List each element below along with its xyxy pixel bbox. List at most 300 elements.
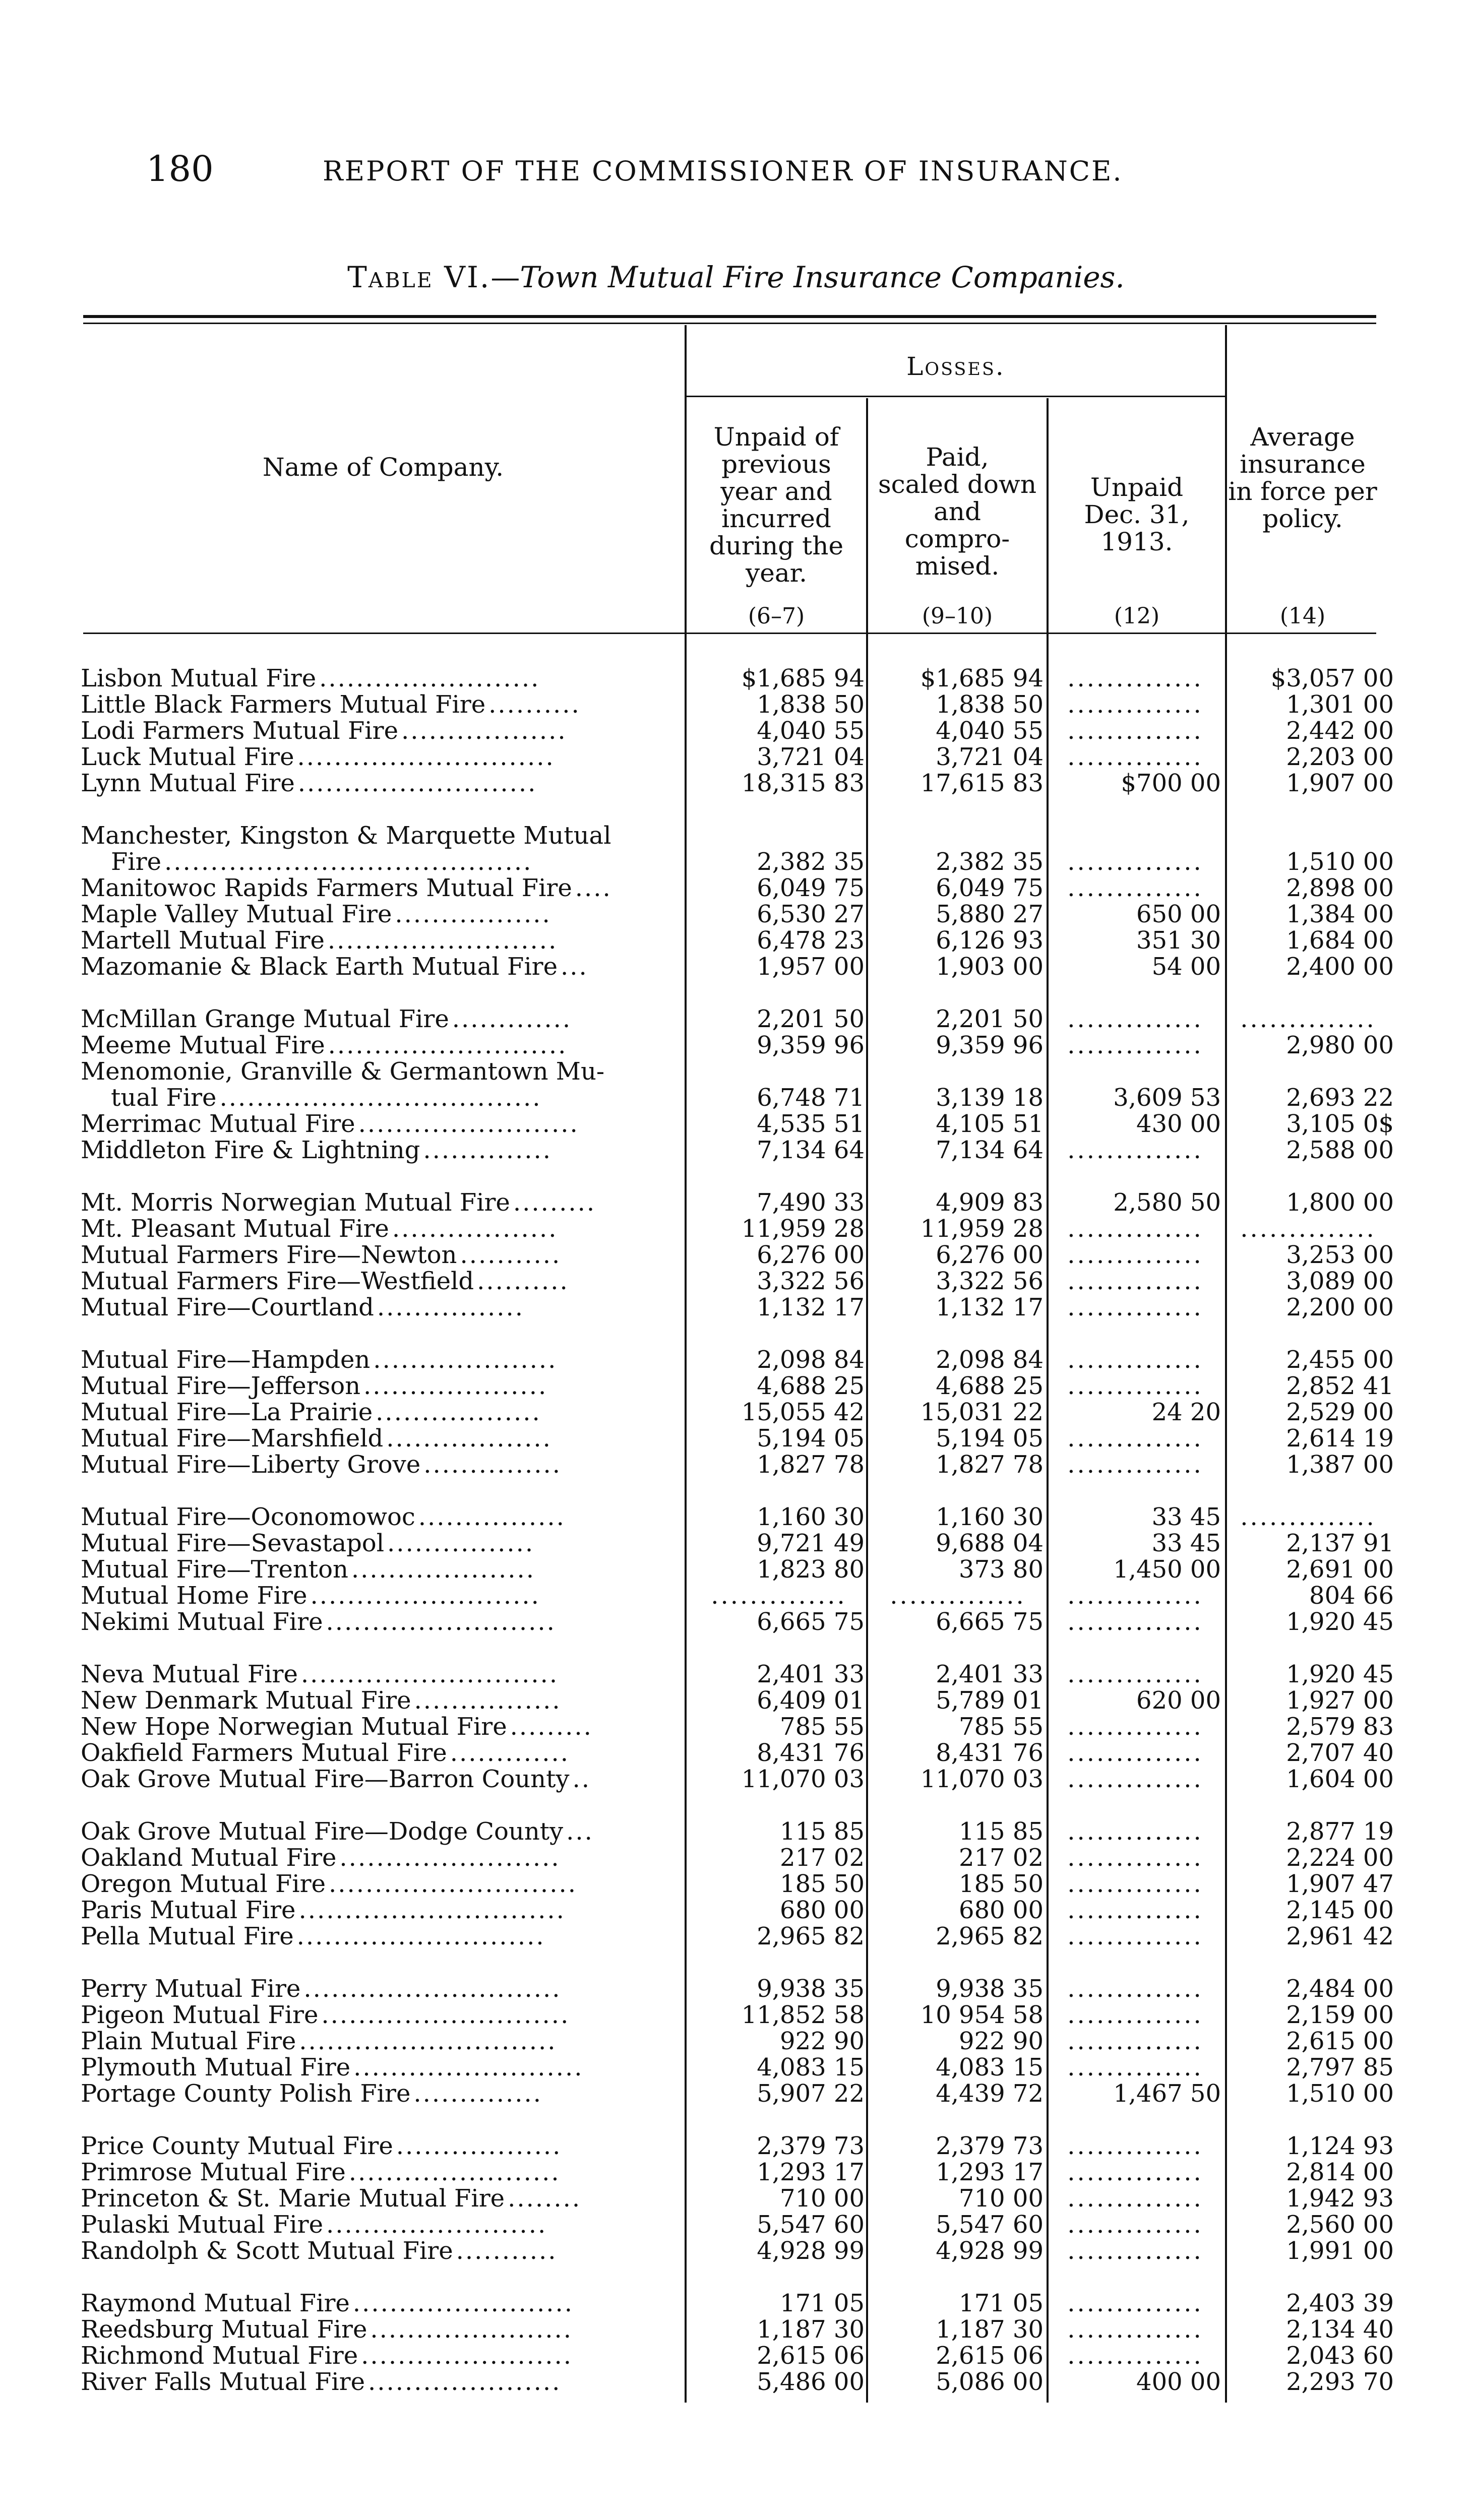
company-name-text: Lodi Farmers Mutual Fire — [81, 717, 398, 745]
company-name — [81, 1215, 558, 1243]
company-name — [81, 2368, 561, 2396]
empty-cell-dots: .............. — [1067, 1713, 1203, 1741]
average-insurance-value: 2,814 00 — [1286, 2158, 1394, 2186]
unpaid-previous-value: 2,382 35 — [757, 848, 865, 876]
empty-cell-dots: .............. — [1067, 1267, 1203, 1295]
paid-value: 4,909 83 — [936, 1188, 1044, 1217]
company-name — [81, 1398, 541, 1426]
company-name-text: Neva Mutual Fire — [81, 1660, 298, 1688]
company-name — [111, 848, 532, 876]
company-name-text: Merrimac Mutual Fire — [81, 1110, 355, 1138]
company-name-text: Mutual Fire—Hampden — [81, 1346, 371, 1374]
empty-cell-dots: .............. — [890, 1582, 1026, 1610]
title-dash: — — [490, 260, 520, 294]
average-insurance-value: 3,105 0$ — [1286, 1110, 1394, 1138]
company-name — [81, 2132, 562, 2160]
empty-cell-dots: .............. — [1067, 1031, 1203, 1059]
paid-value: 217 02 — [959, 1844, 1044, 1872]
leader-dots: ................ — [418, 1503, 566, 1531]
unpaid-previous-value: 2,098 84 — [757, 1346, 865, 1374]
empty-cell-dots: .............. — [711, 1582, 847, 1610]
paid-value: 2,201 50 — [936, 1005, 1044, 1033]
paid-value: 5,194 05 — [936, 1424, 1044, 1453]
leader-dots: ................ — [377, 1293, 525, 1321]
paid-value: 9,688 04 — [936, 1529, 1044, 1557]
average-insurance-value: 1,800 00 — [1286, 1188, 1394, 1217]
leader-dots: ........... — [456, 2237, 558, 2265]
paid-value: 2,382 35 — [936, 848, 1044, 876]
company-name-text: Oakfield Farmers Mutual Fire — [81, 1739, 447, 1767]
unpaid-previous-value: 4,535 51 — [757, 1110, 865, 1138]
paid-value: 6,049 75 — [936, 874, 1044, 902]
average-insurance-value: 1,510 00 — [1286, 2080, 1394, 2108]
company-name — [81, 1057, 604, 1086]
paid-value: 4,083 15 — [936, 2053, 1044, 2082]
paid-value: 2,379 73 — [936, 2132, 1044, 2160]
company-name — [81, 900, 551, 928]
paid-value: 1,827 78 — [936, 1451, 1044, 1479]
company-name — [81, 1713, 593, 1741]
leader-dots: ................................... — [219, 1084, 542, 1112]
company-name — [81, 1660, 559, 1688]
average-insurance-value: 2,693 22 — [1286, 1084, 1394, 1112]
company-name — [81, 1844, 561, 1872]
leader-dots: .......... — [488, 690, 581, 719]
unpaid-previous-value: 15,055 42 — [741, 1398, 865, 1426]
company-name-text: Princeton & St. Marie Mutual Fire — [81, 2184, 505, 2213]
company-name — [81, 1372, 547, 1400]
empty-cell-dots: .............. — [1067, 1896, 1203, 1924]
company-name — [81, 2080, 542, 2108]
unpaid-dec-value: 24 20 — [1151, 1398, 1221, 1426]
average-insurance-value: 1,991 00 — [1286, 2237, 1394, 2265]
unpaid-previous-value: 2,401 33 — [757, 1660, 865, 1688]
column-number-6-7: (6–7) — [748, 603, 805, 629]
empty-cell-dots: .............. — [1067, 1136, 1203, 1164]
company-name-text: Paris Mutual Fire — [81, 1896, 296, 1924]
unpaid-dec-value: 430 00 — [1136, 1110, 1221, 1138]
average-insurance-value: 2,615 00 — [1286, 2027, 1394, 2055]
average-insurance-value: 3,253 00 — [1286, 1241, 1394, 1269]
unpaid-previous-value: 6,276 00 — [757, 1241, 865, 1269]
company-name-text: Manchester, Kingston & Marquette Mutual — [81, 822, 611, 850]
empty-cell-dots: .............. — [1067, 1608, 1203, 1636]
average-insurance-value: 1,301 00 — [1286, 690, 1394, 719]
average-insurance-value: 2,455 00 — [1286, 1346, 1394, 1374]
empty-cell-dots: .............. — [1067, 1372, 1203, 1400]
company-name-text: Maple Valley Mutual Fire — [81, 900, 392, 928]
company-name-text: Pigeon Mutual Fire — [81, 2001, 319, 2029]
company-name — [81, 1922, 545, 1950]
unpaid-previous-value: 4,040 55 — [757, 717, 865, 745]
average-insurance-value: 2,203 00 — [1286, 743, 1394, 771]
company-name-text: Manitowoc Rapids Farmers Mutual Fire — [81, 874, 572, 902]
leader-dots: ............................ — [300, 1660, 559, 1688]
empty-cell-dots: .............. — [1067, 1582, 1203, 1610]
unpaid-previous-value: 1,160 30 — [757, 1503, 865, 1531]
leader-dots: ........................... — [296, 1922, 545, 1950]
paid-value: 5,547 60 — [936, 2211, 1044, 2239]
company-name-text: tual Fire — [111, 1084, 217, 1112]
unpaid-previous-value: 185 50 — [780, 1870, 865, 1898]
unpaid-dec-value: 2,580 50 — [1113, 1188, 1221, 1217]
unpaid-previous-line-1: Unpaid of — [713, 422, 839, 452]
leader-dots: .......................... — [297, 769, 537, 797]
company-name — [81, 1031, 567, 1059]
unpaid-previous-value: 3,721 04 — [757, 743, 865, 771]
unpaid-previous-value: 922 90 — [780, 2027, 865, 2055]
leader-dots: ................ — [387, 1529, 535, 1557]
paid-value: 1,187 30 — [936, 2315, 1044, 2344]
name-column-header: Name of Company. — [262, 453, 504, 482]
company-name — [81, 1293, 524, 1321]
empty-cell-dots: .............. — [1067, 2132, 1203, 2160]
company-name — [81, 2158, 561, 2186]
company-name — [81, 1582, 540, 1610]
paid-scaled-line-4: compro- — [904, 524, 1010, 553]
paid-value: 1,838 50 — [936, 690, 1044, 719]
average-insurance-value: 2,529 00 — [1286, 1398, 1394, 1426]
empty-cell-dots: .............. — [1067, 1660, 1203, 1688]
paid-scaled-line-3: and — [933, 497, 982, 526]
unpaid-previous-line-5: during the — [709, 531, 844, 560]
empty-cell-dots: .............. — [1067, 1765, 1203, 1793]
empty-cell-dots: .............. — [1067, 664, 1203, 692]
company-name — [81, 1503, 566, 1531]
average-insurance-value: 2,614 19 — [1286, 1424, 1394, 1453]
company-name — [81, 1608, 556, 1636]
unpaid-previous-value: 6,409 01 — [757, 1686, 865, 1715]
company-name-text: McMillan Grange Mutual Fire — [81, 1005, 449, 1033]
leader-dots: ........................ — [326, 2211, 547, 2239]
unpaid-previous-value: $1,685 94 — [741, 664, 865, 692]
average-insurance-value: 1,927 00 — [1286, 1686, 1394, 1715]
unpaid-dec-value: 1,467 50 — [1113, 2080, 1221, 2108]
paid-value: 17,615 83 — [920, 769, 1044, 797]
company-name-text: New Hope Norwegian Mutual Fire — [81, 1713, 507, 1741]
company-name-text: Portage County Polish Fire — [81, 2080, 411, 2108]
leader-dots: ........................... — [329, 1870, 577, 1898]
leader-dots: ......................... — [353, 2053, 584, 2082]
unpaid-previous-value: 3,322 56 — [757, 1267, 865, 1295]
company-name-text: Richmond Mutual Fire — [81, 2342, 358, 2370]
empty-cell-dots: .............. — [1067, 2237, 1203, 2265]
paid-value: 3,139 18 — [936, 1084, 1044, 1112]
unpaid-previous-value: 1,293 17 — [757, 2158, 865, 2186]
unpaid-previous-value: 4,928 99 — [757, 2237, 865, 2265]
losses-header: Losses. — [906, 352, 1005, 381]
company-name — [81, 1817, 594, 1846]
paid-value: 185 50 — [959, 1870, 1044, 1898]
company-name-text: Mutual Fire—Marshfield — [81, 1424, 384, 1453]
unpaid-previous-value: 1,827 78 — [757, 1451, 865, 1479]
leader-dots: ........... — [460, 1241, 562, 1269]
average-insurance-value: 1,387 00 — [1286, 1451, 1394, 1479]
company-name — [81, 1136, 552, 1164]
company-name — [81, 1686, 562, 1715]
company-name-text: Plain Mutual Fire — [81, 2027, 296, 2055]
unpaid-previous-value: 1,823 80 — [757, 1555, 865, 1584]
average-insurance-value: 2,588 00 — [1286, 1136, 1394, 1164]
empty-cell-dots: .............. — [1067, 1922, 1203, 1950]
paid-value: 4,439 72 — [936, 2080, 1044, 2108]
running-head: REPORT OF THE COMMISSIONER OF INSURANCE. — [323, 155, 1123, 187]
empty-cell-dots: .............. — [1067, 1739, 1203, 1767]
paid-value: 1,160 30 — [936, 1503, 1044, 1531]
company-name-text: River Falls Mutual Fire — [81, 2368, 365, 2396]
table-label: Table VI. — [347, 260, 491, 294]
average-insurance-value: 2,691 00 — [1286, 1555, 1394, 1584]
company-name-text: Meeme Mutual Fire — [81, 1031, 325, 1059]
average-insurance-value: 3,089 00 — [1286, 1267, 1394, 1295]
leader-dots: .......................... — [328, 1031, 568, 1059]
unpaid-previous-value: 2,965 82 — [757, 1922, 865, 1950]
company-name-text: Lynn Mutual Fire — [81, 769, 295, 797]
paid-value: 5,789 01 — [936, 1686, 1044, 1715]
company-name-text: Little Black Farmers Mutual Fire — [81, 690, 486, 719]
unpaid-dec-value: 1,450 00 — [1113, 1555, 1221, 1584]
company-name — [81, 1005, 572, 1033]
unpaid-dec-value: 54 00 — [1151, 953, 1221, 981]
empty-cell-dots: .............. — [1067, 1241, 1203, 1269]
company-name — [81, 2053, 584, 2082]
leader-dots: ... — [566, 1817, 594, 1846]
average-insurance-value: 1,942 93 — [1286, 2184, 1394, 2213]
company-name-text: Plymouth Mutual Fire — [81, 2053, 351, 2082]
leader-dots: .. — [572, 1765, 591, 1793]
unpaid-previous-line-6: year. — [746, 558, 807, 588]
average-insurance-line-3: in force per — [1228, 477, 1377, 506]
company-name-text: Randolph & Scott Mutual Fire — [81, 2237, 453, 2265]
unpaid-previous-value: 9,721 49 — [757, 1529, 865, 1557]
unpaid-previous-line-2: previous — [721, 450, 831, 479]
company-name — [81, 2001, 570, 2029]
leader-dots: ............................ — [297, 743, 555, 771]
leader-dots: .................... — [373, 1346, 558, 1374]
paid-value: $1,685 94 — [920, 664, 1044, 692]
column-number-9-10: (9–10) — [922, 603, 993, 629]
average-insurance-value: 1,510 00 — [1286, 848, 1394, 876]
empty-cell-dots: .............. — [1067, 2027, 1203, 2055]
average-insurance-value: 1,384 00 — [1286, 900, 1394, 928]
company-name — [81, 690, 581, 719]
average-insurance-value: 2,852 41 — [1286, 1372, 1394, 1400]
company-name-text: Luck Mutual Fire — [81, 743, 294, 771]
average-insurance-value: 1,684 00 — [1286, 926, 1394, 955]
average-insurance-value: 2,980 00 — [1286, 1031, 1394, 1059]
company-name — [81, 2289, 574, 2317]
leader-dots: ......................... — [327, 926, 558, 955]
company-name-text: Oakland Mutual Fire — [81, 1844, 337, 1872]
company-name-text: Reedsburg Mutual Fire — [81, 2315, 367, 2344]
average-insurance-value: 804 66 — [1309, 1582, 1394, 1610]
paid-value: 2,615 06 — [936, 2342, 1044, 2370]
leader-dots: ............................. — [298, 1896, 566, 1924]
company-name — [81, 1555, 535, 1584]
paid-value: 1,132 17 — [936, 1293, 1044, 1321]
unpaid-previous-value: 18,315 83 — [741, 769, 865, 797]
leader-dots: ...................... — [370, 2315, 573, 2344]
unpaid-dec-value: $700 00 — [1121, 769, 1221, 797]
company-name-text: Mutual Farmers Fire—Westfield — [81, 1267, 474, 1295]
average-insurance-value: $3,057 00 — [1270, 664, 1394, 692]
company-name — [81, 1765, 591, 1793]
unpaid-previous-value: 1,838 50 — [757, 690, 865, 719]
unpaid-previous-value: 6,530 27 — [757, 900, 865, 928]
empty-cell-dots: .............. — [1067, 2211, 1203, 2239]
paid-value: 9,938 35 — [936, 1975, 1044, 2003]
leader-dots: .................. — [401, 717, 567, 745]
paid-value: 922 90 — [959, 2027, 1044, 2055]
empty-cell-dots: .............. — [1067, 1215, 1203, 1243]
paid-scaled-line-2: scaled down — [878, 470, 1037, 499]
company-name-text: Mutual Fire—Trenton — [81, 1555, 348, 1584]
column-number-14: (14) — [1279, 603, 1326, 629]
paid-value: 8,431 76 — [936, 1739, 1044, 1767]
paid-value: 171 05 — [959, 2289, 1044, 2317]
leader-dots: .............. — [423, 1136, 552, 1164]
paid-value: 5,086 00 — [936, 2368, 1044, 2396]
leader-dots: ........................ — [319, 664, 540, 692]
empty-cell-dots: .............. — [1067, 848, 1203, 876]
leader-dots: ........ — [508, 2184, 582, 2213]
average-insurance-value: 1,907 00 — [1286, 769, 1394, 797]
paid-value: 373 80 — [959, 1555, 1044, 1584]
leader-dots: .................... — [363, 1372, 548, 1400]
unpaid-dec-value: 650 00 — [1136, 900, 1221, 928]
company-name-text: Mt. Pleasant Mutual Fire — [81, 1215, 389, 1243]
company-name-text: Mutual Fire—Courtland — [81, 1293, 374, 1321]
unpaid-previous-value: 115 85 — [780, 1817, 865, 1846]
unpaid-previous-value: 6,748 71 — [757, 1084, 865, 1112]
leader-dots: ............................ — [303, 1975, 562, 2003]
table-caption: Town Mutual Fire Insurance Companies. — [520, 260, 1125, 294]
paid-value: 2,098 84 — [936, 1346, 1044, 1374]
unpaid-previous-value: 710 00 — [780, 2184, 865, 2213]
empty-cell-dots: .............. — [1067, 2184, 1203, 2213]
paid-value: 1,903 00 — [936, 953, 1044, 981]
empty-cell-dots: .............. — [1240, 1503, 1376, 1531]
paid-value: 1,293 17 — [936, 2158, 1044, 2186]
paid-value: 6,665 75 — [936, 1608, 1044, 1636]
unpaid-previous-value: 7,134 64 — [757, 1136, 865, 1164]
paid-value: 3,322 56 — [936, 1267, 1044, 1295]
company-name-text: Oak Grove Mutual Fire—Barron County — [81, 1765, 570, 1793]
empty-cell-dots: .............. — [1067, 1005, 1203, 1033]
company-name-text: Perry Mutual Fire — [81, 1975, 301, 2003]
unpaid-previous-value: 4,083 15 — [757, 2053, 865, 2082]
average-insurance-value: 1,604 00 — [1286, 1765, 1394, 1793]
unpaid-previous-value: 785 55 — [780, 1713, 865, 1741]
unpaid-previous-value: 5,907 22 — [757, 2080, 865, 2108]
empty-cell-dots: .............. — [1067, 2053, 1203, 2082]
company-name — [81, 2342, 573, 2370]
average-insurance-value: 2,560 00 — [1286, 2211, 1394, 2239]
empty-cell-dots: .............. — [1067, 1346, 1203, 1374]
unpaid-previous-value: 11,852 58 — [741, 2001, 865, 2029]
average-insurance-value: 2,200 00 — [1286, 1293, 1394, 1321]
paid-value: 680 00 — [959, 1896, 1044, 1924]
leader-dots: ....................... — [348, 2158, 561, 2186]
unpaid-previous-value: 9,938 35 — [757, 1975, 865, 2003]
company-name-text: Oregon Mutual Fire — [81, 1870, 326, 1898]
average-insurance-value: 2,145 00 — [1286, 1896, 1394, 1924]
leader-dots: ... — [561, 953, 588, 981]
empty-cell-dots: .............. — [1067, 690, 1203, 719]
paid-value: 115 85 — [959, 1817, 1044, 1846]
unpaid-previous-value: 6,665 75 — [757, 1608, 865, 1636]
paid-value: 10 954 58 — [920, 2001, 1044, 2029]
unpaid-previous-value: 4,688 25 — [757, 1372, 865, 1400]
average-insurance-value: 2,137 91 — [1286, 1529, 1394, 1557]
paid-value: 4,688 25 — [936, 1372, 1044, 1400]
unpaid-dec-value: 33 45 — [1151, 1529, 1221, 1557]
leader-dots: ......... — [513, 1188, 596, 1217]
company-name-text: Oak Grove Mutual Fire—Dodge County — [81, 1817, 564, 1846]
average-insurance-value: 2,707 40 — [1286, 1739, 1394, 1767]
leader-dots: ................. — [395, 900, 551, 928]
company-name-text: Mt. Morris Norwegian Mutual Fire — [81, 1188, 510, 1217]
average-insurance-value: 1,920 45 — [1286, 1660, 1394, 1688]
company-name — [81, 1267, 569, 1295]
company-name-text: New Denmark Mutual Fire — [81, 1686, 411, 1715]
unpaid-previous-value: 7,490 33 — [757, 1188, 865, 1217]
company-name — [81, 1896, 566, 1924]
unpaid-previous-value: 5,194 05 — [757, 1424, 865, 1453]
unpaid-dec-value: 3,609 53 — [1113, 1084, 1221, 1112]
company-name — [81, 2027, 557, 2055]
leader-dots: .................. — [392, 1215, 558, 1243]
paid-value: 11,070 03 — [920, 1765, 1044, 1793]
empty-cell-dots: .............. — [1067, 2001, 1203, 2029]
company-name — [81, 874, 612, 902]
company-name — [81, 1241, 561, 1269]
average-insurance-value: 2,442 00 — [1286, 717, 1394, 745]
empty-cell-dots: .............. — [1067, 874, 1203, 902]
unpaid-dec-line-2: Dec. 31, 1913. — [1084, 500, 1190, 556]
leader-dots: .................... — [351, 1555, 536, 1584]
company-name-text: Mutual Fire—Liberty Grove — [81, 1451, 421, 1479]
average-insurance-value: 1,124 93 — [1286, 2132, 1394, 2160]
average-insurance-line-1: Average — [1250, 422, 1355, 452]
leader-dots: ............. — [450, 1739, 570, 1767]
average-insurance-value: 2,043 60 — [1286, 2342, 1394, 2370]
unpaid-previous-value: 6,478 23 — [757, 926, 865, 955]
empty-cell-dots: .............. — [1067, 1293, 1203, 1321]
average-insurance-value: 2,293 70 — [1286, 2368, 1394, 2396]
unpaid-previous-value: 1,957 00 — [757, 953, 865, 981]
unpaid-dec-value: 33 45 — [1151, 1503, 1221, 1531]
company-name-text: Mutual Fire—La Prairie — [81, 1398, 373, 1426]
paid-value: 2,401 33 — [936, 1660, 1044, 1688]
empty-cell-dots: .............. — [1240, 1215, 1376, 1243]
unpaid-previous-value: 6,049 75 — [757, 874, 865, 902]
company-name — [81, 1870, 577, 1898]
empty-cell-dots: .............. — [1067, 1975, 1203, 2003]
average-insurance-value: 2,224 00 — [1286, 1844, 1394, 1872]
company-name-text: Mutual Fire—Jefferson — [81, 1372, 361, 1400]
company-name — [81, 1451, 562, 1479]
empty-cell-dots: .............. — [1067, 2315, 1203, 2344]
average-insurance-value: 2,579 83 — [1286, 1713, 1394, 1741]
unpaid-dec-value: 400 00 — [1136, 2368, 1221, 2396]
paid-value: 785 55 — [959, 1713, 1044, 1741]
unpaid-previous-value: 680 00 — [780, 1896, 865, 1924]
company-name — [81, 769, 537, 797]
unpaid-previous-line-3: year and — [720, 477, 832, 506]
company-name-text: Fire — [111, 848, 162, 876]
leader-dots: ............... — [423, 1451, 562, 1479]
